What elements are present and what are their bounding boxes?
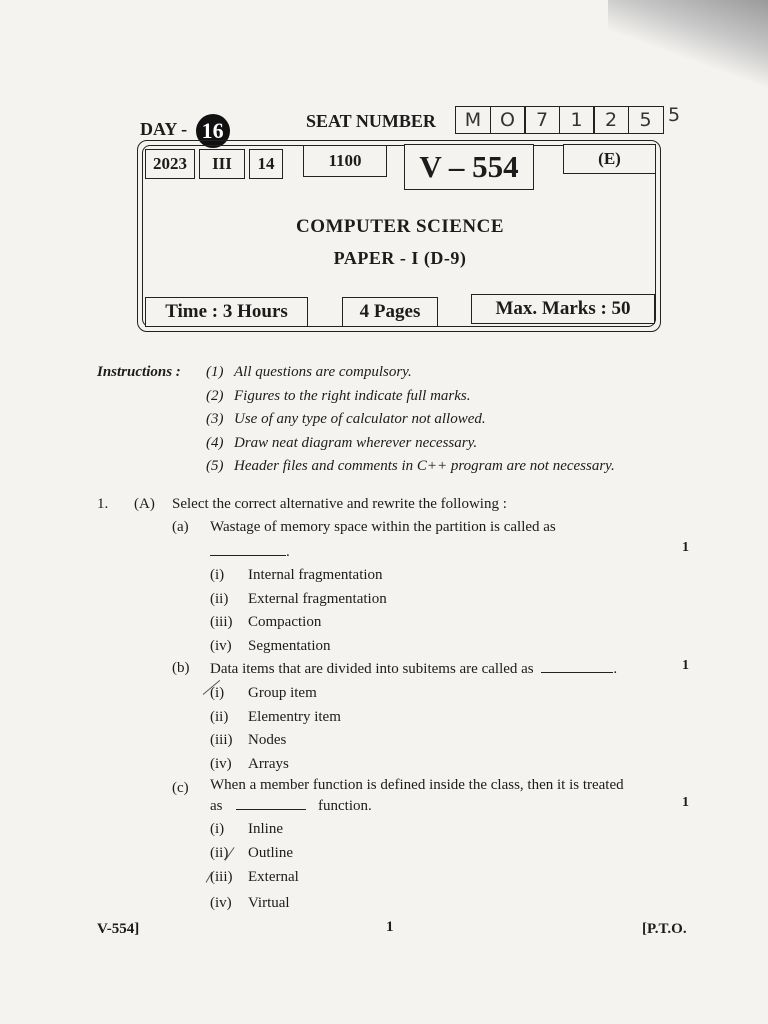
- please-turn-over: [P.T.O.: [642, 921, 687, 937]
- seat-digit: 1: [559, 106, 595, 134]
- option-text: Nodes: [248, 732, 287, 748]
- option-text: Virtual: [248, 895, 290, 911]
- blank: [236, 797, 306, 810]
- subquestion-end: .: [613, 661, 618, 677]
- option-text: Outline: [248, 845, 293, 861]
- question-instruction: Select the correct alternative and rewrite the following :: [172, 496, 507, 512]
- instruction-text: All questions are compulsory.: [234, 364, 412, 380]
- paper-fold-shadow: [608, 0, 768, 90]
- option-number: (ii): [210, 709, 229, 725]
- question-part: (A): [134, 496, 155, 512]
- exam-semester: III: [199, 149, 245, 179]
- option-number: (iv): [210, 895, 232, 911]
- instruction-number: (5): [206, 458, 224, 474]
- subquestion-end: .: [286, 544, 290, 560]
- subquestion-text-content: Data items that are divided into subitems are called as: [210, 661, 534, 677]
- option-text: Elementry item: [248, 709, 341, 725]
- option-number: (iii): [210, 869, 233, 885]
- option-text: External: [248, 869, 299, 885]
- language-code: (E): [563, 144, 656, 174]
- marks-label: 1: [682, 795, 689, 810]
- seat-number-label: SEAT NUMBER: [306, 111, 436, 131]
- option-item: [210, 567, 383, 584]
- pages-box: 4 Pages: [342, 297, 438, 327]
- subquestion-text: When a member function is defined inside the class, then it is treated: [210, 777, 624, 793]
- day-text: DAY -: [140, 119, 188, 140]
- instructions-label: Instructions :: [97, 364, 181, 380]
- option-number: (iv): [210, 638, 232, 654]
- option-number: (i): [210, 821, 225, 837]
- subquestion-text-end: function.: [318, 798, 372, 814]
- time-box: Time : 3 Hours: [145, 297, 308, 327]
- option-text: Compaction: [248, 614, 322, 630]
- seat-digit: O: [490, 106, 526, 134]
- option-text: Inline: [248, 821, 283, 837]
- option-item: [210, 821, 283, 838]
- max-marks-box: Max. Marks : 50: [471, 294, 655, 324]
- footer-paper-code: V-554]: [97, 921, 140, 937]
- seat-extra-digit: 5: [668, 104, 681, 126]
- option-text: Arrays: [248, 756, 289, 772]
- instruction-number: (3): [206, 411, 224, 427]
- subquestion-label: (b): [172, 660, 190, 676]
- option-number: (iii): [210, 732, 233, 748]
- instruction-item: [206, 411, 486, 428]
- instruction-text: Figures to the right indicate full marks.: [234, 388, 471, 404]
- subquestion-label: (a): [172, 519, 189, 535]
- option-text: External fragmentation: [248, 591, 387, 607]
- seat-number-boxes: [455, 106, 662, 134]
- instruction-text: Draw neat diagram wherever necessary.: [234, 435, 478, 451]
- subject-title: COMPUTER SCIENCE: [295, 216, 505, 237]
- option-number: (i): [210, 567, 225, 583]
- marks-label: 1: [682, 658, 689, 673]
- subquestion-text: [210, 660, 617, 678]
- option-number: (ii): [210, 591, 229, 607]
- seat-digit: M: [455, 106, 491, 134]
- subquestion-text-line2: [210, 797, 372, 815]
- subquestion-text: Wastage of memory space within the partition is called as: [210, 519, 556, 535]
- instruction-item: [206, 364, 412, 381]
- instruction-item: [206, 458, 615, 475]
- option-item: [210, 614, 321, 631]
- exam-year: 2023: [145, 149, 195, 179]
- option-item: [210, 709, 341, 726]
- marks-label: 1: [682, 540, 689, 555]
- option-item: [210, 591, 387, 608]
- option-number: (ii): [210, 845, 229, 861]
- option-number: (i): [210, 685, 225, 701]
- blank: [541, 660, 613, 673]
- instruction-number: (2): [206, 388, 224, 404]
- option-item: [210, 685, 317, 702]
- page-number: 1: [386, 919, 394, 935]
- day-number-badge: 16: [196, 114, 230, 148]
- option-item: [210, 895, 290, 912]
- subquestion-label: (c): [172, 780, 189, 796]
- blank: [210, 543, 286, 556]
- exam-number: 14: [249, 149, 283, 179]
- option-item: [210, 638, 331, 655]
- seat-digit: 7: [524, 106, 560, 134]
- answer-blank-line: [210, 543, 290, 561]
- instruction-number: (4): [206, 435, 224, 451]
- option-text: Group item: [248, 685, 317, 701]
- option-text: Internal fragmentation: [248, 567, 383, 583]
- option-item: [210, 845, 293, 862]
- option-number: (iv): [210, 756, 232, 772]
- paper-code: V – 554: [404, 144, 534, 190]
- option-number: (iii): [210, 614, 233, 630]
- subquestion-text-start: as: [210, 798, 223, 814]
- option-item: [210, 732, 286, 749]
- instruction-text: Header files and comments in C++ program are not necessary.: [234, 458, 615, 474]
- option-item: [210, 756, 289, 773]
- option-item: [210, 869, 299, 886]
- instruction-text: Use of any type of calculator not allowed.: [234, 411, 486, 427]
- exam-code: 1100: [303, 145, 387, 177]
- question-number: 1.: [97, 496, 109, 512]
- option-text: Segmentation: [248, 638, 331, 654]
- seat-digit: 5: [628, 106, 664, 134]
- instruction-number: (1): [206, 364, 224, 380]
- paper-title: PAPER - I (D-9): [333, 248, 467, 268]
- instruction-item: [206, 388, 471, 405]
- instruction-item: [206, 435, 477, 452]
- seat-digit: 2: [593, 106, 629, 134]
